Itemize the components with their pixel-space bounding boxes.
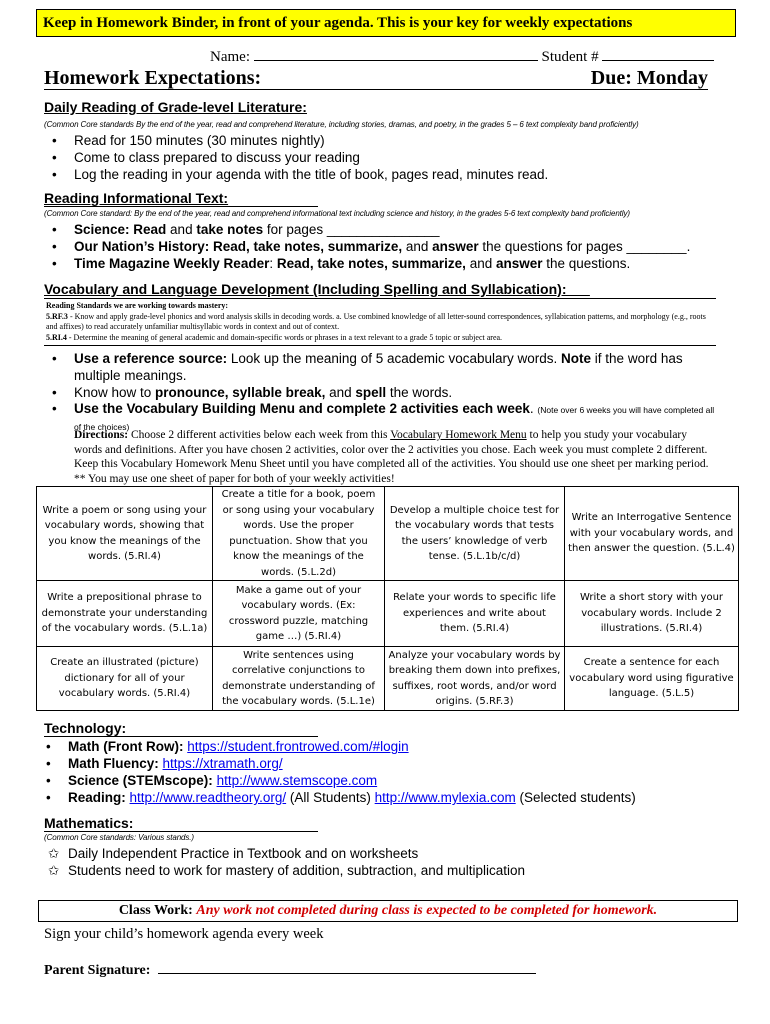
menu-cell[interactable]: Create a sentence for each vocabulary word using figurative language. (5.L.5)	[565, 647, 739, 711]
menu-cell[interactable]: Write sentences using correlative conjunctions to demonstrate understanding of the vocabulary words. (5.L.1e)	[213, 647, 385, 711]
vocabulary-standards	[44, 298, 716, 346]
menu-cell[interactable]: Write a poem or song using your vocabulary words, showing that you know the meanings of the words. (5.RI.4)	[37, 487, 213, 581]
menu-cell[interactable]: Create a title for a book, poem or song using your vocabulary words. Use the proper punctuation. Show that you know the meanings of the words. (5.L.2d)	[213, 487, 385, 581]
list-item: • Math Fluency: https://xtramath.org/	[38, 755, 636, 772]
reading-literature-standard: (Common Core standards By the end of the year, read and comprehend literature, including stories, dramas, and poetry, in the grades 5 – 6 text complexity band proficiently)	[44, 120, 639, 129]
list-item: • Know how to pronounce, syllable break, and spell the words.	[44, 384, 716, 401]
reading-literature-list	[44, 132, 548, 183]
stemscope-link[interactable]: http://www.stemscope.com	[216, 773, 378, 788]
list-item: • Use the Vocabulary Building Menu and complete 2 activities each week. (Note over 6 weeks you will have completed all of the choices)	[44, 401, 716, 435]
technology-list	[38, 738, 636, 806]
menu-cell[interactable]: Relate your words to specific life experiences and write about them. (5.RI.4)	[385, 581, 565, 647]
title-row	[44, 66, 708, 90]
parent-signature-row	[44, 960, 536, 979]
menu-cell[interactable]: Analyze your vocabulary words by breaking them down into prefixes, suffixes, root words, and/or word origins. (5.RF.3)	[385, 647, 565, 711]
header-banner: Keep in Homework Binder, in front of your agenda. This is your key for weekly expectations	[36, 9, 736, 37]
readtheory-link[interactable]: http://www.readtheory.org/	[129, 790, 287, 805]
list-item: • Science (STEMscope): http://www.stemscope.com	[38, 772, 636, 789]
reading-literature-heading: Daily Reading of Grade-level Literature:	[44, 99, 307, 115]
list-item: • Reading: http://www.readtheory.org/ (All Students) http://www.mylexia.com (Selected students)	[38, 789, 636, 806]
table-row	[37, 487, 739, 581]
student-number-field[interactable]	[602, 47, 714, 61]
mathematics-standard: (Common Core standards: Various stands.)	[44, 833, 194, 842]
standard-item: 5.RI.4 - Determine the meaning of general academic and domain-specific words or phrases in a text relevant to a grade 5 topic or subject area.	[46, 332, 503, 342]
parent-signature-field[interactable]	[158, 960, 536, 974]
menu-cell[interactable]: Make a game out of your vocabulary words. (Ex: crossword puzzle, matching game …) (5.RI.4)	[213, 581, 385, 647]
menu-cell[interactable]: Write an Interrogative Sentence with your vocabulary words, and then answer the question. (5.L.4)	[565, 487, 739, 581]
table-row	[37, 581, 739, 647]
menu-cell[interactable]: Write a short story with your vocabulary words. Include 2 illustrations. (5.RI.4)	[565, 581, 739, 647]
list-item: • Log the reading in your agenda with the title of book, pages read, minutes read.	[44, 166, 548, 183]
xtramath-link[interactable]: https://xtramath.org/	[162, 756, 283, 771]
menu-cell[interactable]: Develop a multiple choice test for the vocabulary words that tests the users’ knowledge of verb tense. (5.L.1b/c/d)	[385, 487, 565, 581]
menu-cell[interactable]: Write a prepositional phrase to demonstrate your understanding of the vocabulary words. (5.L.1a)	[37, 581, 213, 647]
list-item: ✩ Students need to work for mastery of addition, subtraction, and multiplication	[44, 862, 525, 879]
directions: Directions: Choose 2 different activities below each week from this Vocabulary Homework Menu to help you study your vocabulary words and definitions. After you have chosen 2 activities, color over the 2 activities you chose. Each week you must complete 2 different. Keep this Vocabulary Homework Menu Sheet until you have completed all of the activities. You should use one sheet per marking period. ** You may use one sheet of paper for both of your weekly activities!	[74, 429, 709, 485]
standards-title: Reading Standards we are working towards mastery:	[46, 301, 229, 310]
list-item: • Our Nation’s History: Read, take notes, summarize, and answer the questions for pages ________.	[44, 238, 690, 255]
menu-cell[interactable]: Create an illustrated (picture) dictionary for all of your vocabulary words. (5.RI.4)	[37, 647, 213, 711]
mathematics-heading: Mathematics:	[44, 815, 318, 832]
student-number-label: Student #	[541, 49, 599, 65]
list-item: • Math (Front Row): https://student.frontrowed.com/#login	[38, 738, 636, 755]
list-item: • Time Magazine Weekly Reader: Read, take notes, summarize, and answer the questions.	[44, 255, 690, 272]
due-date: Due: Monday	[590, 67, 708, 89]
parent-signature-label: Parent Signature:	[44, 963, 151, 978]
name-field[interactable]	[254, 47, 538, 61]
reading-informational-standard: (Common Core standard: By the end of the year, read and comprehend informational text including science and history, in the grades 5-6 text complexity band proficiently)	[44, 209, 630, 218]
name-row	[210, 47, 714, 66]
list-item: ✩ Daily Independent Practice in Textbook and on worksheets	[44, 845, 525, 862]
name-label: Name:	[210, 49, 250, 65]
reading-informational-heading: Reading Informational Text:	[44, 190, 318, 207]
mathematics-list	[44, 845, 525, 879]
frontrow-link[interactable]: https://student.frontrowed.com/#login	[187, 739, 409, 754]
page-title: Homework Expectations:	[44, 67, 262, 89]
standard-item: 5.RF.3 - Know and apply grade-level phonics and word analysis skills in decoding words. a. Use combined knowledge of all letter-sound correspondences, syllabication patterns, and morphology (e.g., roots and affixes) to read accurately unfamiliar multisyllabic words in context and out of context.	[46, 311, 706, 331]
list-item: • Use a reference source: Look up the meaning of 5 academic vocabulary words. Note if the word has multiple meanings.	[44, 350, 716, 384]
sign-agenda-note: Sign your child’s homework agenda every week	[44, 926, 324, 942]
mylexia-link[interactable]: http://www.mylexia.com	[374, 790, 516, 805]
classwork-box: Class Work: Any work not completed during class is expected to be completed for homework.	[38, 900, 738, 922]
reading-informational-list	[44, 221, 690, 272]
list-item: • Come to class prepared to discuss your reading	[44, 149, 548, 166]
list-item: • Science: Read and take notes for pages _______________	[44, 221, 690, 238]
list-item: • Read for 150 minutes (30 minutes nightly)	[44, 132, 548, 149]
table-row	[37, 647, 739, 711]
vocabulary-menu-table	[36, 486, 739, 711]
vocabulary-heading: Vocabulary and Language Development (Including Spelling and Syllabication):___	[44, 281, 590, 297]
vocabulary-list	[44, 350, 716, 435]
vocabulary-menu-link[interactable]: Vocabulary Homework Menu	[390, 429, 527, 441]
technology-heading: Technology:	[44, 720, 318, 737]
